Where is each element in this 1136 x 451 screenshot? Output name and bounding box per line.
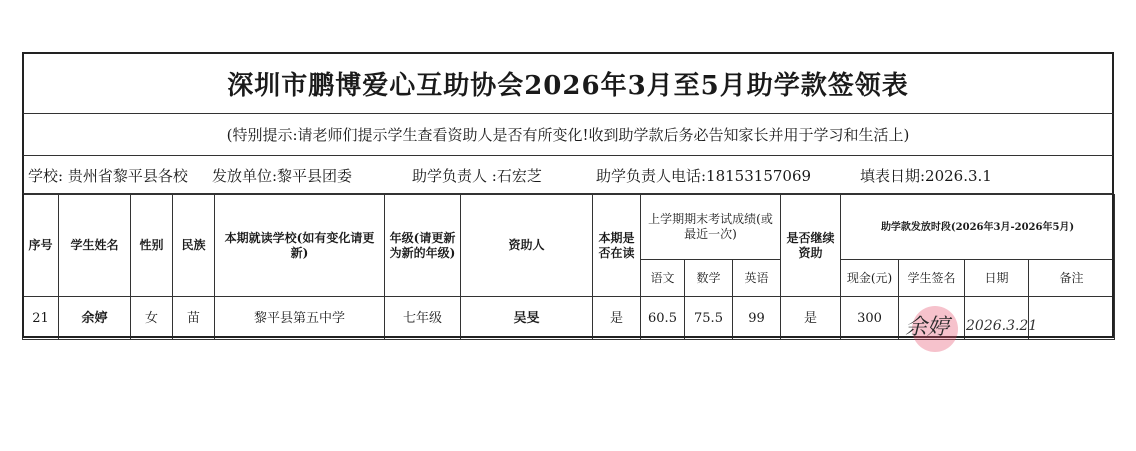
cell-remark — [1029, 297, 1115, 340]
header-name: 学生姓名 — [59, 195, 131, 297]
info-phone: 助学负责人电话:18153157069 — [596, 167, 812, 185]
sign-form — [22, 52, 1114, 340]
header-ethnicity: 民族 — [173, 195, 215, 297]
info-date: 填表日期:2026.3.1 — [860, 167, 992, 185]
cell-school: 黎平县第五中学 — [215, 297, 385, 340]
header-english: 英语 — [733, 260, 781, 297]
cell-math: 75.5 — [685, 297, 733, 340]
cell-enrolled: 是 — [593, 297, 641, 340]
info-row — [22, 156, 1114, 194]
info-issuer: 发放单位:黎平县团委 — [212, 167, 353, 185]
header-cash: 现金(元) — [841, 260, 899, 297]
cell-chinese: 60.5 — [641, 297, 685, 340]
header-school: 本期就读学校(如有变化请更新) — [215, 195, 385, 297]
header-grade: 年级(请更新为新的年级) — [385, 195, 461, 297]
header-scores: 上学期期末考试成绩(或最近一次) — [641, 195, 781, 260]
cell-gender: 女 — [131, 297, 173, 340]
cell-continue: 是 — [781, 297, 841, 340]
header-continue: 是否继续资助 — [781, 195, 841, 297]
cell-grade: 七年级 — [385, 297, 461, 340]
cell-ethnicity: 苗 — [173, 297, 215, 340]
header-signature: 学生签名 — [899, 260, 965, 297]
header-math: 数学 — [685, 260, 733, 297]
header-date: 日期 — [965, 260, 1029, 297]
header-chinese: 语文 — [641, 260, 685, 297]
header-payment: 助学款发放时段(2026年3月-2026年5月) — [841, 195, 1115, 260]
signature-date: 2026.3.21 — [966, 318, 1038, 334]
cell-sponsor: 吴旻 — [461, 297, 593, 340]
header-index: 序号 — [23, 195, 59, 297]
cell-english: 99 — [733, 297, 781, 340]
cell-name: 余婷 — [59, 297, 131, 340]
info-school: 学校: 贵州省黎平县各校 — [28, 167, 188, 185]
special-notice: (特别提示:请老师们提示学生查看资助人是否有所变化!收到助学款后务必告知家长并用于学习和生活上) — [22, 114, 1114, 156]
cell-index: 21 — [23, 297, 59, 340]
header-gender: 性别 — [131, 195, 173, 297]
form-title: 深圳市鹏博爱心互助协会2026年3月至5月助学款签领表 — [22, 52, 1114, 114]
header-remark: 备注 — [1029, 260, 1115, 297]
cell-cash: 300 — [841, 297, 899, 340]
student-signature: 余婷 — [905, 315, 950, 340]
header-enrolled: 本期是否在读 — [593, 195, 641, 297]
header-sponsor: 资助人 — [461, 195, 593, 297]
info-manager: 助学负责人 :石宏芝 — [412, 167, 542, 185]
